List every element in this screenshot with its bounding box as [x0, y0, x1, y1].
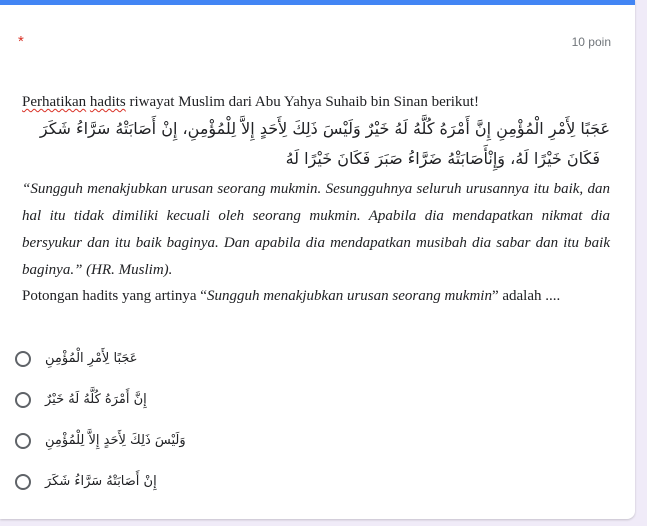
- card-accent-bar: [0, 0, 635, 5]
- question-body: [22, 92, 610, 306]
- question-intro: [22, 92, 610, 112]
- intro-word-perhatikan: Perhatikan: [22, 94, 87, 110]
- answer-option-2[interactable]: [14, 379, 614, 420]
- answer-option-4[interactable]: [14, 461, 614, 502]
- radio-button[interactable]: [15, 392, 31, 408]
- answer-option-3[interactable]: [14, 420, 614, 461]
- hadith-translation: “Sungguh menakjubkan urusan seorang mukmin. Sesungguhnya seluruh urusannya itu baik, dan hal itu tidak dimiliki kecuali oleh seorang mukmin. Apabila dia mendapatkan nikmat dia bersyukur dan itu baik baginya. Dan apabila dia mendapatkan musibah dia sabar dan itu baik baginya.” (HR. Muslim).: [22, 181, 610, 278]
- radio-button[interactable]: [15, 474, 31, 490]
- prompt-suffix: ” adalah ....: [491, 288, 561, 304]
- hadith-arabic-line-2: فَكَانَ خَيْرًا لَهُ، وَإِنْأَصَابَتْهُ ضَرَّاءُ صَبَرَ فَكَانَ خَيْرًا لَهُ: [285, 149, 600, 168]
- points-label: 10 poin: [571, 35, 611, 49]
- answer-option-label: وَلَيْسَ ذَلِكَ لِأَحَدٍ إِلاَّ لِلْمُؤْمِنِ: [45, 433, 186, 448]
- answer-option-label: إِنْ أَصَابَتْهُ سَرَّاءُ شَكَرَ: [45, 474, 157, 489]
- intro-rest: riwayat Muslim dari Abu Yahya Suhaib bin Sinan berikut!: [125, 94, 480, 110]
- answer-option-label: عَجَبًا لِأَمْرِ الْمُؤْمِنِ: [45, 351, 138, 366]
- required-marker: *: [18, 33, 24, 50]
- prompt-prefix: Potongan hadits yang artinya “: [22, 288, 207, 304]
- hadith-arabic-text: [22, 114, 610, 174]
- answer-option-label: إِنَّ أَمْرَهُ كُلَّهُ لَهُ خَيْرٌ: [45, 392, 147, 407]
- radio-button[interactable]: [15, 351, 31, 367]
- answer-options: [14, 338, 614, 502]
- question-prompt: [22, 286, 610, 306]
- hadith-arabic-line-1: عَجَبًا لِأَمْرِ الْمُؤْمِنِ إِنَّ أَمْرَهُ كُلَّهُ لَهُ خَيْرٌ وَلَيْسَ ذَلِكَ لِأَحَدٍ إِلاَّ لِلْمُؤْمِنِ، إِنْ أَصَابَتْهُ سَرَّاءُ شَكَرَ: [39, 119, 610, 138]
- answer-option-1[interactable]: [14, 338, 614, 379]
- prompt-quote: Sungguh menakjubkan urusan seorang mukmin: [206, 288, 492, 304]
- radio-button[interactable]: [15, 433, 31, 449]
- intro-word-hadits: hadits: [89, 94, 126, 110]
